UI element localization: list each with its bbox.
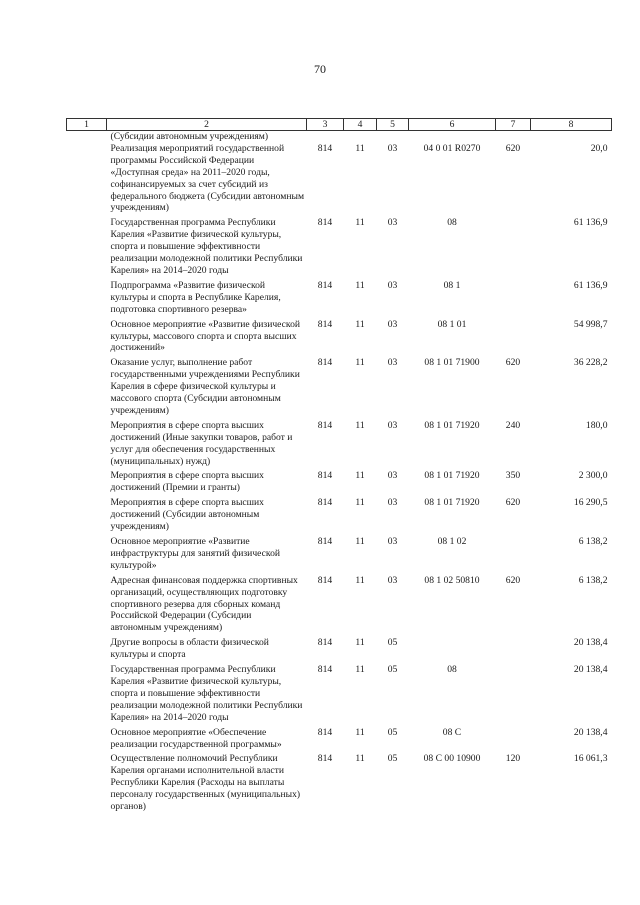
- cell-code: 814: [317, 318, 333, 330]
- cell-subsection: [377, 131, 409, 143]
- cell-target: 08 1 01 71920: [424, 419, 480, 431]
- cell-section: 11: [355, 318, 365, 330]
- table-row: [67, 536, 612, 575]
- cell-amount: 61 136,9: [573, 279, 608, 291]
- cell-index: [67, 143, 107, 217]
- cell-amount: 20 138,4: [573, 726, 608, 738]
- cell-target: 08: [447, 217, 457, 229]
- cell-name: Государственная программа Республики Карелия «Развитие физической культуры, спорта и повышение эффективности реализации молодежной политики Республики Карелия» на 2014–2020 годы: [110, 217, 303, 276]
- cell-name: Другие вопросы в области физической культуры и спорта: [110, 637, 269, 661]
- table-body: [67, 131, 612, 816]
- table-row: [67, 280, 612, 319]
- cell-section: 11: [355, 357, 365, 369]
- cell-target: 08 1: [443, 279, 461, 291]
- cell-section: 11: [355, 536, 365, 547]
- cell-subsection: 03: [387, 142, 398, 154]
- cell-code: 814: [317, 470, 333, 482]
- cell-target: 08 1 01: [437, 318, 467, 330]
- cell-name: Мероприятия в сфере спорта высших достижений (Иные закупки товаров, работ и услуг для обеспечения государственных (муниципальных) нужд): [110, 419, 293, 467]
- cell-index: [67, 280, 107, 319]
- cell-subsection: 03: [387, 419, 398, 431]
- cell-amount: 6 138,2: [578, 536, 608, 547]
- cell-code: 814: [317, 419, 333, 431]
- cell-section: 11: [355, 419, 365, 431]
- cell-section: [344, 131, 377, 143]
- cell-type: 620: [505, 357, 521, 369]
- cell-section: 11: [355, 142, 365, 154]
- cell-name: Мероприятия в сфере спорта высших достижений (Премии и гранты): [110, 470, 264, 494]
- cell-subsection: 03: [387, 357, 398, 369]
- table-row: [67, 470, 612, 497]
- cell-index: [67, 727, 107, 754]
- table-row: [67, 637, 612, 664]
- cell-section: 11: [355, 726, 365, 738]
- cell-amount: 20 138,4: [573, 637, 608, 649]
- cell-amount: 180,0: [585, 419, 608, 431]
- cell-name: Государственная программа Республики Карелия «Развитие физической культуры, спорта и повышение эффективности реализации молодежной политики Республики Карелия» на 2014–2020 годы: [110, 664, 303, 723]
- cell-type: [496, 217, 531, 280]
- cell-code: 814: [317, 497, 333, 509]
- cell-target: [409, 131, 496, 143]
- cell-amount: [531, 131, 612, 143]
- cell-section: 11: [355, 279, 365, 291]
- cell-code: 814: [317, 279, 333, 291]
- cell-target: 08 C: [442, 726, 462, 738]
- cell-subsection: 03: [387, 536, 398, 547]
- cell-section: 11: [355, 217, 365, 229]
- cell-code: 814: [317, 574, 333, 586]
- cell-target: 08: [447, 664, 457, 676]
- cell-code: 814: [317, 726, 333, 738]
- cell-name: Оказание услуг, выполнение работ государственными учреждениями Республики Карелия в сфере физической культуры и массового спорта (Субсидии автономным учреждениям): [110, 357, 300, 416]
- cell-index: [67, 753, 107, 816]
- table-row: [67, 217, 612, 280]
- table-header-row: [67, 119, 612, 131]
- cell-amount: 61 136,9: [573, 217, 608, 229]
- cell-target: 08 1 01 71920: [424, 497, 480, 509]
- cell-subsection: 03: [387, 574, 398, 586]
- table-row: [67, 664, 612, 727]
- cell-name: Осуществление полномочий Республики Карелия органами исполнительной власти Республики Карелия (Расходы на выплаты персоналу государственных (муниципальных) органов): [110, 753, 301, 813]
- cell-amount: 36 228,2: [573, 357, 608, 369]
- column-header: 4: [344, 119, 377, 131]
- cell-code: 814: [317, 664, 333, 676]
- table-row: [67, 420, 612, 471]
- cell-type: 620: [505, 142, 521, 154]
- table-row: [67, 131, 612, 143]
- cell-index: [67, 664, 107, 727]
- cell-type: 620: [505, 497, 521, 509]
- cell-type: 620: [505, 574, 521, 586]
- cell-type: [496, 280, 531, 319]
- cell-index: [67, 575, 107, 638]
- page-number: 70: [314, 62, 326, 76]
- table-row: [67, 357, 612, 420]
- column-header: 7: [496, 119, 531, 131]
- cell-amount: 6 138,2: [578, 574, 608, 586]
- cell-index: [67, 470, 107, 497]
- cell-subsection: 05: [387, 726, 398, 738]
- cell-index: [67, 217, 107, 280]
- cell-name: Основное мероприятие «Развитие инфраструктуры для занятий физической культурой»: [110, 536, 281, 571]
- cell-name: Адресная финансовая поддержка спортивных организаций, осуществляющих подготовку спортивного резерва для сборных команд Российской Федерации (Субсидии автономным учреждениям): [110, 574, 298, 634]
- cell-section: 11: [355, 574, 365, 586]
- cell-name: (Субсидии автономным учреждениям): [110, 131, 269, 142]
- column-header: 3: [307, 119, 344, 131]
- cell-code: [307, 131, 344, 143]
- cell-name: Мероприятия в сфере спорта высших достижений (Субсидии автономным учреждениям): [110, 497, 264, 533]
- cell-subsection: 03: [387, 470, 398, 482]
- cell-section: 11: [355, 664, 365, 676]
- cell-index: [67, 637, 107, 664]
- cell-name: Реализация мероприятий государственной программы Российской Федерации «Доступная среда» на 2011–2020 годы, софинансируемых за счет субсидий из федерального бюджета (Субсидии автономным учреждениям): [110, 142, 305, 214]
- cell-amount: 54 998,7: [573, 318, 608, 330]
- cell-index: [67, 357, 107, 420]
- cell-code: 814: [317, 142, 333, 154]
- cell-index: [67, 319, 107, 358]
- cell-subsection: 05: [387, 664, 398, 676]
- cell-subsection: 05: [387, 753, 398, 765]
- table-row: [67, 753, 612, 816]
- cell-index: [67, 536, 107, 575]
- cell-section: 11: [355, 637, 365, 649]
- table-row: [67, 727, 612, 754]
- cell-type: [496, 319, 531, 358]
- cell-target: 08 1 01 71920: [424, 470, 480, 482]
- column-header: 1: [67, 119, 107, 131]
- cell-type: [496, 131, 531, 143]
- cell-type: 350: [505, 470, 521, 482]
- cell-amount: 16 290,5: [573, 497, 608, 509]
- column-header: 8: [531, 119, 612, 131]
- cell-subsection: 03: [387, 279, 398, 291]
- cell-amount: 20,0: [590, 142, 608, 154]
- cell-type: [496, 727, 531, 754]
- cell-subsection: 03: [387, 318, 398, 330]
- cell-target: 08 1 01 71900: [424, 357, 480, 369]
- cell-section: 11: [355, 497, 365, 509]
- cell-section: 11: [355, 470, 365, 482]
- cell-index: [67, 497, 107, 536]
- cell-code: 814: [317, 536, 333, 547]
- cell-type: 240: [505, 419, 521, 431]
- cell-amount: 16 061,3: [573, 753, 608, 765]
- table-row: [67, 319, 612, 358]
- cell-code: 814: [317, 753, 333, 765]
- cell-name: Основное мероприятие «Обеспечение реализации государственной программы»: [110, 726, 282, 750]
- cell-section: 11: [355, 753, 365, 765]
- cell-name: Основное мероприятие «Развитие физической культуры, массового спорта и спорта высших достижений»: [110, 318, 301, 354]
- cell-amount: 20 138,4: [573, 664, 608, 676]
- cell-type: [496, 664, 531, 727]
- table-row: [67, 575, 612, 638]
- cell-target: 04 0 01 R0270: [423, 142, 481, 154]
- cell-subsection: 05: [387, 637, 398, 649]
- table-row: [67, 143, 612, 217]
- cell-code: 814: [317, 357, 333, 369]
- cell-amount: 2 300,0: [578, 470, 608, 482]
- cell-target: 08 1 02: [437, 536, 467, 547]
- cell-index: [67, 420, 107, 471]
- table-row: [67, 497, 612, 536]
- cell-type: 120: [505, 753, 521, 765]
- cell-target: [409, 637, 496, 664]
- cell-code: 814: [317, 637, 333, 649]
- cell-target: 08 C 00 10900: [423, 753, 481, 765]
- column-header: 5: [377, 119, 409, 131]
- cell-code: 814: [317, 217, 333, 229]
- cell-target: 08 1 02 50810: [424, 574, 480, 586]
- budget-table: [66, 118, 612, 816]
- cell-type: [496, 637, 531, 664]
- cell-index: [67, 131, 107, 143]
- column-header: 2: [107, 119, 307, 131]
- cell-type: [496, 536, 531, 575]
- cell-subsection: 03: [387, 217, 398, 229]
- cell-subsection: 03: [387, 497, 398, 509]
- column-header: 6: [409, 119, 496, 131]
- cell-name: Подпрограмма «Развитие физической культуры и спорта в Республике Карелия, подготовка спортивного резерва»: [110, 279, 281, 315]
